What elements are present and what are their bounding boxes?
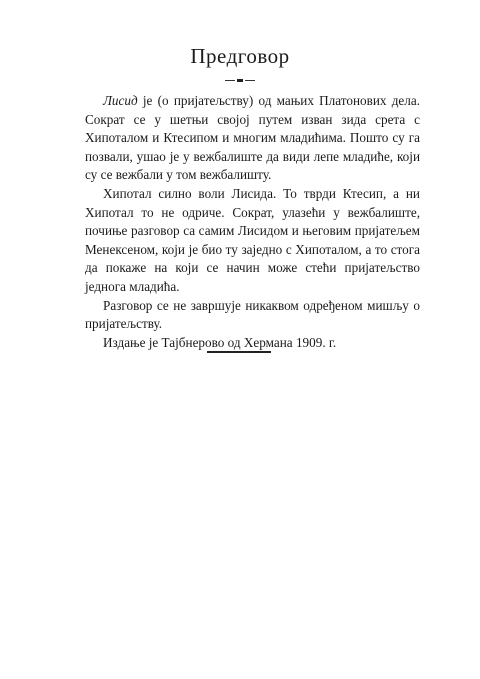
paragraph-1 xyxy=(85,92,420,185)
paragraph-1-text: је (о пријатељству) од мањих Платонових дела. Сократ се у шетњи својој путем изван зида срета с Хипоталом и Ктесипом и многим младићима. Пошто су га позвали, ушао је у вежбалиште да види лепе младиће, који су се вежбали у том вежбалишту. xyxy=(85,93,420,183)
paragraph-2: Хипотал силно воли Лисида. То тврди Ктесип, а ни Хипотал то не одриче. Сократ, улазећи у вежбалиште, почиње разговор са самим Лисидом и његовим пријатељем Менексеном, који је био ту заједно с Хипоталом, а то стога да покаже на који се начин може стећи пријатељство једнога младића. xyxy=(85,185,420,294)
paragraph-3: Разговор се не завршује никаквом одређеном мишљу о пријатељству. xyxy=(85,297,420,332)
preface-body xyxy=(85,92,420,352)
page-title: Предговор xyxy=(190,44,290,68)
paragraph-4: Издање је Тајбнерово од Хермана 1909. г. xyxy=(103,334,337,350)
closing-rule xyxy=(207,351,271,353)
paragraph-1-italic-title: Лисид xyxy=(103,93,138,108)
title-ornament xyxy=(225,79,255,83)
